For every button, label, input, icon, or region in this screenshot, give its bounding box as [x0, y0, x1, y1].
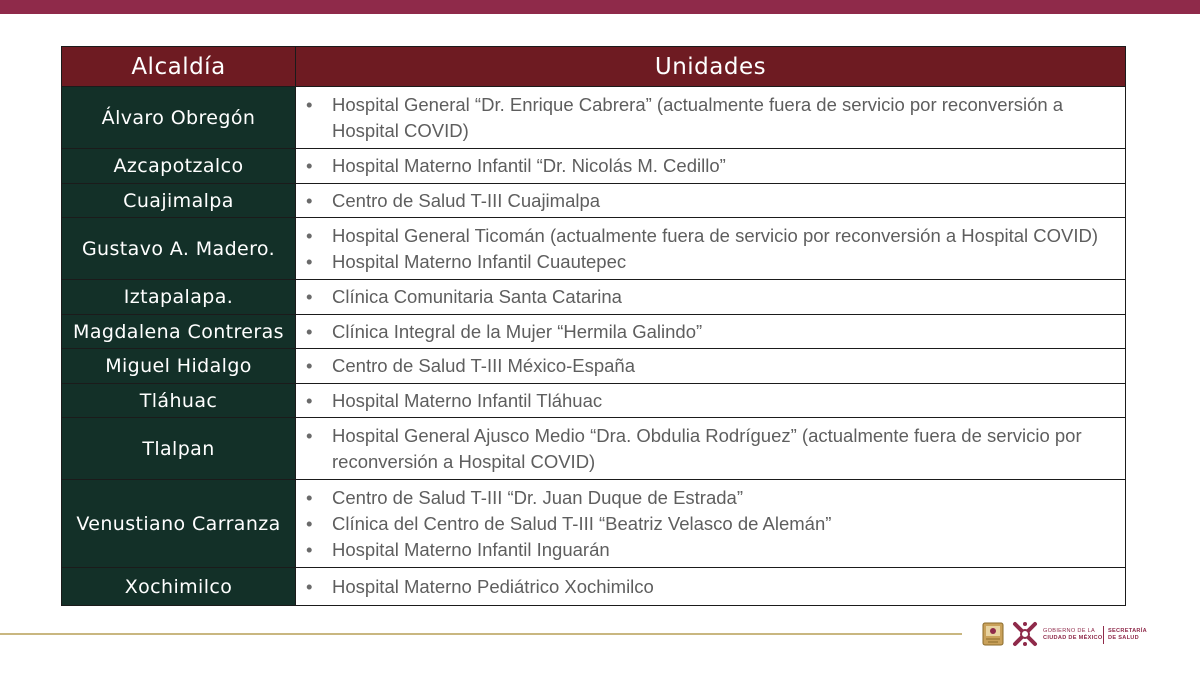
cdmx-logo-icon [1012, 621, 1038, 647]
unidad-item [304, 92, 1115, 144]
unidad-text: Hospital General Ticomán (actualmente fuera de servicio por reconversión a Hospital COVID) [332, 224, 1099, 246]
bullet-icon: • [306, 189, 313, 211]
bullet-icon: • [306, 389, 313, 411]
unidades-list [304, 284, 1115, 310]
unidad-item [304, 153, 1115, 179]
unidades-cell [296, 149, 1126, 184]
unidad-text: Hospital General Ajusco Medio “Dra. Obdulia Rodríguez” (actualmente fuera de servicio por reconversión a Hospital COVID) [332, 424, 1082, 472]
bullet-icon: • [306, 512, 313, 534]
unidad-item [304, 574, 1115, 600]
bullet-icon: • [306, 224, 313, 246]
gobierno-cdmx-text [1043, 628, 1103, 642]
unidad-item [304, 511, 1115, 537]
alcaldia-cell: Tlalpan [62, 418, 296, 480]
unidades-cell [296, 568, 1126, 606]
mexico-shield-icon [982, 622, 1004, 646]
unidad-item [304, 423, 1115, 475]
unidad-text: Hospital Materno Infantil Inguarán [332, 538, 610, 560]
table-row [62, 568, 1126, 606]
unidades-list [304, 485, 1115, 563]
bullet-icon: • [306, 538, 313, 560]
bullet-icon: • [306, 155, 313, 176]
bullet-icon: • [306, 93, 313, 115]
alcaldia-cell: Tláhuac [62, 384, 296, 418]
secretaria-line-1: SECRETARÍA [1108, 628, 1147, 634]
table-row [62, 349, 1126, 384]
unidades-list [304, 319, 1115, 345]
table-row [62, 480, 1126, 568]
unidades-cell [296, 184, 1126, 218]
table-row [62, 149, 1126, 184]
alcaldia-cell: Álvaro Obregón [62, 87, 296, 149]
unidad-item [304, 388, 1115, 414]
bullet-icon: • [306, 424, 313, 446]
unidades-list [304, 423, 1115, 475]
bullet-icon: • [306, 320, 313, 342]
table-body [62, 87, 1126, 606]
unidad-item [304, 249, 1115, 275]
unidades-cell [296, 480, 1126, 568]
header-alcaldia: Alcaldía [62, 47, 296, 87]
unidades-cell [296, 218, 1126, 280]
unidades-list [304, 353, 1115, 379]
alcaldia-cell: Xochimilco [62, 568, 296, 606]
units-table [61, 46, 1126, 606]
unidad-text: Clínica del Centro de Salud T-III “Beatriz Velasco de Alemán” [332, 512, 832, 534]
unidades-cell [296, 315, 1126, 349]
unidad-text: Centro de Salud T-III “Dr. Juan Duque de Estrada” [332, 486, 743, 508]
footer-divider-line [0, 633, 962, 635]
gobierno-line-2: CIUDAD DE MÉXICO [1043, 635, 1103, 641]
table-row [62, 87, 1126, 149]
unidad-item [304, 284, 1115, 310]
unidades-list [304, 574, 1115, 600]
secretaria-line-2: DE SALUD [1108, 635, 1139, 641]
unidades-cell [296, 280, 1126, 315]
table-row [62, 280, 1126, 315]
unidades-list [304, 188, 1115, 214]
alcaldia-cell: Azcapotzalco [62, 149, 296, 184]
unidad-text: Hospital Materno Infantil “Dr. Nicolás M. Cedillo” [332, 155, 726, 176]
unidad-text: Hospital General “Dr. Enrique Cabrera” (actualmente fuera de servicio por reconversión a Hospital COVID) [332, 93, 1064, 141]
unidades-cell [296, 87, 1126, 149]
unidad-text: Centro de Salud T-III México-España [332, 355, 636, 376]
unidad-item [304, 223, 1115, 249]
alcaldia-cell: Miguel Hidalgo [62, 349, 296, 384]
table-row [62, 218, 1126, 280]
bullet-icon: • [306, 355, 313, 376]
alcaldia-cell: Cuajimalpa [62, 184, 296, 218]
table-row [62, 384, 1126, 418]
unidades-list [304, 153, 1115, 179]
table-row [62, 315, 1126, 349]
bullet-icon: • [306, 486, 313, 508]
unidades-cell [296, 349, 1126, 384]
top-accent-bar [0, 0, 1200, 14]
unidad-text: Hospital Materno Pediátrico Xochimilco [332, 575, 654, 597]
table-row [62, 184, 1126, 218]
unidades-cell [296, 418, 1126, 480]
unidad-item [304, 188, 1115, 214]
gobierno-line-1: GOBIERNO DE LA [1043, 628, 1096, 634]
unidades-list [304, 388, 1115, 414]
alcaldia-cell: Magdalena Contreras [62, 315, 296, 349]
unidad-item [304, 319, 1115, 345]
unidades-list [304, 223, 1115, 275]
unidad-text: Clínica Integral de la Mujer “Hermila Galindo” [332, 320, 703, 342]
unidad-text: Hospital Materno Infantil Cuautepec [332, 250, 627, 272]
unidad-text: Clínica Comunitaria Santa Catarina [332, 286, 622, 307]
unidad-item [304, 485, 1115, 511]
unidades-list [304, 92, 1115, 144]
logo-separator [1103, 626, 1104, 644]
bullet-icon: • [306, 575, 313, 597]
unidad-item [304, 537, 1115, 563]
unidad-text: Centro de Salud T-III Cuajimalpa [332, 189, 601, 211]
header-unidades: Unidades [296, 47, 1126, 87]
alcaldia-cell: Gustavo A. Madero. [62, 218, 296, 280]
unidad-text: Hospital Materno Infantil Tláhuac [332, 389, 603, 411]
bullet-icon: • [306, 286, 313, 307]
alcaldia-cell: Iztapalapa. [62, 280, 296, 315]
unidad-item [304, 353, 1115, 379]
unidades-cell [296, 384, 1126, 418]
table-header-row [62, 47, 1126, 87]
secretaria-salud-text [1108, 628, 1147, 642]
alcaldia-cell: Venustiano Carranza [62, 480, 296, 568]
footer-logos [982, 620, 1152, 650]
table-row [62, 418, 1126, 480]
bullet-icon: • [306, 250, 313, 272]
